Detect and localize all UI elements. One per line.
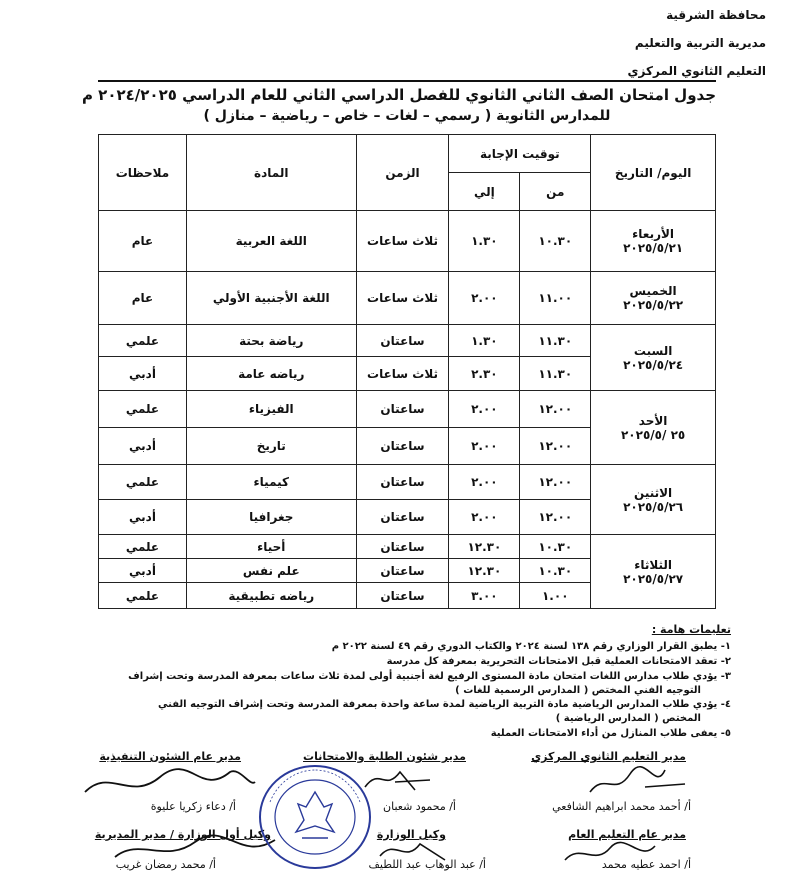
central-director-signature-icon	[585, 762, 695, 802]
note-cell: أدبي	[99, 500, 187, 535]
from-cell: ١٠.٣٠	[520, 559, 591, 583]
day-cell: الاثنين ٢٠٢٥/٥/٢٦	[591, 465, 716, 535]
general-ed-name: أ/ احمد عطيه محمد	[601, 858, 691, 871]
note-cell: علمي	[99, 325, 187, 357]
instruction-item: ٢- تعقد الامتحانات العملية قبل الامتحانات التحريرية بمعرفة كل مدرسة	[386, 656, 731, 667]
subject-cell: تاريخ	[186, 428, 356, 465]
general-ed-role: مدير عام التعليم العام	[568, 828, 686, 841]
subject-cell: رياضه تطبيقية	[186, 583, 356, 609]
duration-cell: ساعتان	[356, 535, 449, 559]
header-to: إلي	[449, 173, 520, 211]
to-cell: ١٢.٣٠	[449, 535, 520, 559]
table-row	[99, 391, 716, 428]
header-day-date: اليوم/ التاريخ	[591, 135, 716, 211]
instruction-item: ٥- يعفى طلاب المنازل من أداء الامتحانات العملية	[490, 728, 731, 739]
deputy-role: وكيل الوزارة	[376, 828, 446, 841]
header-governorate: محافظة الشرقية	[666, 8, 766, 22]
day-cell: الأربعاء ٢٠٢٥/٥/٢١	[591, 211, 716, 272]
instruction-item: المختص ( المدارس الرياضية )	[555, 713, 701, 724]
duration-cell: ساعتان	[356, 428, 449, 465]
day-cell: الأحد ٢٥ /٢٠٢٥/٥	[591, 391, 716, 465]
from-cell: ١٠.٣٠	[520, 535, 591, 559]
official-stamp-icon	[256, 762, 374, 872]
table-row	[99, 535, 716, 559]
central-director-name: أ/ أحمد محمد ابراهيم الشافعي	[552, 800, 691, 813]
instruction-item: التوجيه الفني المختص ( المدارس الرسمية للغات )	[455, 685, 701, 696]
subject-cell: أحياء	[186, 535, 356, 559]
day-cell: الخميس ٢٠٢٥/٥/٢٢	[591, 272, 716, 325]
exec-director-name: أ/ دعاء زكريا عليوة	[150, 800, 236, 813]
from-cell: ١١.٣٠	[520, 325, 591, 357]
header-department: التعليم الثانوي المركزي	[627, 64, 766, 78]
from-cell: ١١.٣٠	[520, 357, 591, 391]
day-cell: السبت ٢٠٢٥/٥/٢٤	[591, 325, 716, 391]
title-top-rule	[98, 80, 716, 82]
note-cell: علمي	[99, 391, 187, 428]
note-cell: علمي	[99, 465, 187, 500]
to-cell: ٢.٠٠	[449, 391, 520, 428]
note-cell: عام	[99, 272, 187, 325]
affairs-director-role: مدير شئون الطلبة والامتحانات	[303, 750, 466, 763]
exec-director-role: مدير عام الشئون التنفيذية	[99, 750, 241, 763]
to-cell: ٢.٠٠	[449, 428, 520, 465]
note-cell: أدبي	[99, 559, 187, 583]
instruction-item: ١- يطبق القرار الوزاري رقم ١٣٨ لسنة ٢٠٢٤ والكتاب الدوري رقم ٤٩ لسنة ٢٠٢٢ م	[331, 641, 731, 652]
duration-cell: ثلاث ساعات	[356, 357, 449, 391]
header-duration: الزمن	[356, 135, 449, 211]
affairs-director-name: أ/ محمود شعبان	[383, 800, 456, 813]
first-deputy-role: وكيل أول الوزارة / مدير المديرية	[94, 828, 271, 841]
instruction-item: ٤- يؤدي طلاب المدارس الرياضية مادة التربية الرياضية لمدة ساعة واحدة بمعرفة المدرسة وتحت إشراف التوجيه الفني	[158, 699, 731, 710]
subject-cell: اللغة الأجنبية الأولي	[186, 272, 356, 325]
header-notes: ملاحظات	[99, 135, 187, 211]
to-cell: ١.٣٠	[449, 211, 520, 272]
header-subject: المادة	[186, 135, 356, 211]
to-cell: ٢.٣٠	[449, 357, 520, 391]
to-cell: ١٢.٣٠	[449, 559, 520, 583]
to-cell: ٢.٠٠	[449, 465, 520, 500]
from-cell: ١٢.٠٠	[520, 428, 591, 465]
note-cell: أدبي	[99, 357, 187, 391]
from-cell: ١٢.٠٠	[520, 391, 591, 428]
exam-schedule-table	[98, 134, 716, 609]
deputy-name: أ/ عبد الوهاب عبد اللطيف	[368, 858, 486, 871]
to-cell: ٣.٠٠	[449, 583, 520, 609]
table-row	[99, 325, 716, 357]
from-cell: ١٢.٠٠	[520, 465, 591, 500]
table-row	[99, 211, 716, 272]
to-cell: ١.٣٠	[449, 325, 520, 357]
header-directorate: مديرية التربية والتعليم	[634, 36, 766, 50]
table-row	[99, 272, 716, 325]
table-row	[99, 465, 716, 500]
subject-cell: اللغة العربية	[186, 211, 356, 272]
first-deputy-name: أ/ محمد رمضان غريب	[115, 858, 216, 871]
subject-cell: كيمياء	[186, 465, 356, 500]
from-cell: ١٢.٠٠	[520, 500, 591, 535]
duration-cell: ساعتان	[356, 559, 449, 583]
header-from: من	[520, 173, 591, 211]
note-cell: عام	[99, 211, 187, 272]
instruction-item: ٣- يؤدي طلاب مدارس اللغات امتحان مادة المستوى الرفيع لغة أجنبية أولى لمدة ثلاث ساعات بمعرفة المدرسة وتحت إشراف	[128, 671, 731, 682]
title-line-1: جدول امتحان الصف الثاني الثانوي للفصل الدراسي الثاني للعام الدراسي ٢٠٢٤/٢٠٢٥ م	[81, 86, 716, 104]
subject-cell: رياضة بحتة	[186, 325, 356, 357]
note-cell: علمي	[99, 535, 187, 559]
day-cell: الثلاثاء ٢٠٢٥/٥/٢٧	[591, 535, 716, 609]
subject-cell: جغرافيا	[186, 500, 356, 535]
duration-cell: ثلاث ساعات	[356, 211, 449, 272]
title-line-2: للمدارس الثانوية ( رسمي – لغات – خاص – رياضية – منازل )	[203, 108, 611, 124]
duration-cell: ساعتان	[356, 500, 449, 535]
central-director-role: مدير التعليم الثانوي المركزي	[531, 750, 686, 763]
subject-cell: الفيزياء	[186, 391, 356, 428]
note-cell: أدبي	[99, 428, 187, 465]
to-cell: ٢.٠٠	[449, 500, 520, 535]
header-answer-time: توقيت الإجابة	[449, 135, 591, 173]
duration-cell: ساعتان	[356, 325, 449, 357]
subject-cell: علم نفس	[186, 559, 356, 583]
from-cell: ١١.٠٠	[520, 272, 591, 325]
note-cell: علمي	[99, 583, 187, 609]
duration-cell: ثلاث ساعات	[356, 272, 449, 325]
from-cell: ١.٠٠	[520, 583, 591, 609]
duration-cell: ساعتان	[356, 465, 449, 500]
subject-cell: رياضه عامة	[186, 357, 356, 391]
instructions-title: تعليمات هامة :	[651, 623, 731, 636]
duration-cell: ساعتان	[356, 391, 449, 428]
to-cell: ٢.٠٠	[449, 272, 520, 325]
from-cell: ١٠.٣٠	[520, 211, 591, 272]
duration-cell: ساعتان	[356, 583, 449, 609]
